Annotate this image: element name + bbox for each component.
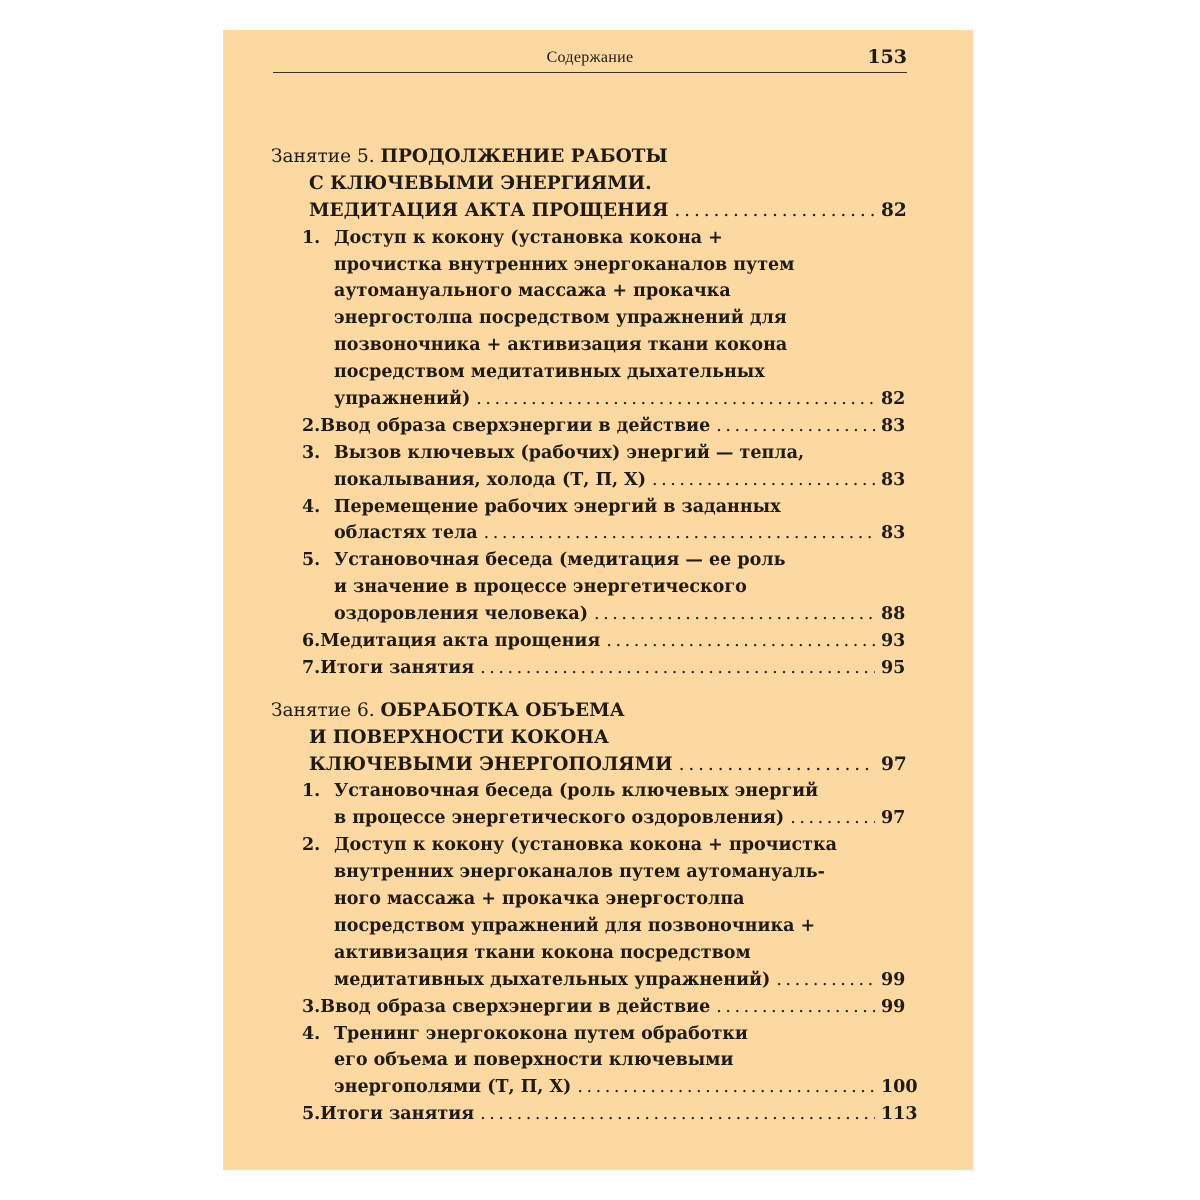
chapter-label: Занятие 5. [271, 146, 381, 167]
dot-leader [484, 520, 875, 547]
toc-item-line [271, 547, 905, 574]
item-text: Установочная беседа (роль ключевых энергий [334, 781, 819, 802]
item-text: энергополями (Т, П, Х) [334, 1077, 572, 1098]
item-text: и значение в процессе энергетического [334, 577, 747, 598]
item-text: медитативных дыхательных упражнений) [334, 969, 771, 990]
item-text: Медитация акта прощения [320, 631, 601, 652]
chapter-title-text: С КЛЮЧЕВЫМИ ЭНЕРГИЯМИ. [309, 172, 652, 194]
chapter-title-line [271, 698, 905, 725]
running-header-title: Содержание [546, 49, 634, 66]
toc-item [271, 1101, 918, 1128]
item-text: посредством упражнений для позвоночника + [334, 915, 816, 936]
item-text: Доступ к кокону (установка кокона + прочистка [334, 835, 837, 856]
toc-item-line [271, 805, 905, 832]
dot-leader [594, 601, 875, 628]
toc-page-number: 99 [881, 969, 906, 990]
toc-item [271, 628, 905, 655]
toc-page-number: 83 [881, 523, 906, 544]
item-text: Итоги занятия [320, 657, 475, 678]
toc-page-number: 88 [881, 604, 906, 625]
toc-item [271, 994, 905, 1021]
item-number: 1. [302, 227, 321, 248]
chapter-title-line [271, 198, 905, 225]
dot-leader [476, 386, 875, 413]
item-text: ного массажа + прокачка энергостолпа [334, 889, 745, 910]
toc-page-number: 97 [881, 808, 906, 829]
toc-page-number: 99 [881, 996, 906, 1017]
item-number: 1. [302, 781, 321, 802]
toc-item-line [271, 278, 905, 305]
toc-item-line [271, 520, 905, 547]
item-number: 5. [302, 1104, 321, 1125]
toc-page-number: 82 [881, 199, 907, 221]
dot-leader [776, 967, 875, 994]
toc-item [271, 225, 905, 413]
item-text: внутренних энергоканалов путем аутомануаль- [334, 862, 825, 883]
item-number: 4. [302, 496, 321, 517]
item-text: в процессе энергетического оздоровления) [334, 808, 785, 829]
item-text: Ввод образа сверхэнергии в действие [320, 996, 711, 1017]
item-text: активизация ткани кокона посредством [334, 942, 751, 963]
chapter-gap [271, 682, 905, 698]
toc-page-number: 95 [881, 657, 906, 678]
dot-leader [480, 1101, 875, 1128]
dot-leader [790, 805, 875, 832]
toc-item [271, 494, 905, 548]
item-number: 4. [302, 1023, 321, 1044]
toc-item-line [271, 832, 905, 859]
item-number: 2. [302, 415, 321, 436]
chapter-title-line [271, 752, 905, 779]
toc-chapter [271, 698, 918, 1128]
chapter-title-text: ПРОДОЛЖЕНИЕ РАБОТЫ [380, 146, 668, 167]
item-text: покалывания, холода (Т, П, Х) [334, 469, 647, 490]
toc-item-line [271, 225, 905, 252]
toc-item-line [271, 467, 905, 494]
toc-item-line [271, 1021, 905, 1048]
toc-item-line [271, 859, 905, 886]
chapter-title-line [271, 144, 905, 171]
page-number: 153 [867, 46, 907, 68]
toc-item-line [271, 440, 905, 467]
item-number: 3. [302, 996, 321, 1017]
chapter-title-line [271, 725, 905, 752]
toc-item-line [271, 886, 905, 913]
item-text: энергостолпа посредством упражнений для [334, 308, 787, 329]
item-number: 6. [302, 631, 321, 652]
toc-item [271, 655, 905, 682]
toc-item [271, 1021, 918, 1102]
running-header [273, 46, 907, 73]
item-text: прочистка внутренних энергоканалов путем [334, 254, 795, 275]
toc-item-line [271, 994, 905, 1021]
toc-item-line [271, 1101, 918, 1128]
toc-item-line [271, 913, 905, 940]
item-number: 7. [302, 657, 321, 678]
item-text: Доступ к кокону (установка кокона + [334, 227, 723, 248]
item-text: Вызов ключевых (рабочих) энергий — тепла, [334, 442, 805, 463]
toc-page-number: 83 [881, 469, 906, 490]
item-number: 2. [302, 835, 321, 856]
item-text: аутомануального массажа + прокачка [334, 281, 731, 302]
toc-page-number: 83 [881, 415, 906, 436]
toc-item-line [271, 655, 905, 682]
toc-item [271, 547, 905, 628]
toc-page-number: 100 [881, 1077, 918, 1098]
toc-item-line [271, 574, 905, 601]
toc-item-line [271, 386, 905, 413]
dot-leader [716, 413, 875, 440]
toc-item-line [271, 967, 905, 994]
chapter-title-text: КЛЮЧЕВЫМИ ЭНЕРГОПОЛЯМИ [309, 753, 673, 775]
dot-leader [480, 655, 875, 682]
item-text: посредством медитативных дыхательных [334, 362, 765, 383]
dot-leader [679, 752, 875, 779]
dot-leader [606, 628, 875, 655]
chapter-title-text: ОБРАБОТКА ОБЪЕМА [380, 699, 625, 721]
item-text: Перемещение рабочих энергий в заданных [334, 496, 781, 517]
item-text: Итоги занятия [320, 1104, 475, 1125]
toc-page-number: 82 [881, 389, 906, 410]
toc-page-number: 113 [881, 1104, 918, 1125]
toc-item-line [271, 1047, 905, 1074]
toc-item-line [271, 413, 905, 440]
chapter-label: Занятие 6. [271, 699, 381, 721]
item-number: 5. [302, 550, 321, 571]
item-text: его объема и поверхности ключевыми [334, 1050, 734, 1071]
toc-item-line [271, 305, 905, 332]
item-text: оздоровления человека) [334, 604, 589, 625]
toc-item-line [271, 252, 905, 279]
toc-item-line [271, 940, 905, 967]
toc-page-number: 93 [881, 631, 906, 652]
toc-item [271, 440, 905, 494]
toc-item-line [271, 628, 905, 655]
toc-item-line [271, 494, 905, 521]
item-text: Тренинг энергококона путем обработки [334, 1023, 748, 1044]
toc-item-line [271, 778, 905, 805]
dot-leader [652, 467, 875, 494]
item-number: 3. [302, 442, 321, 463]
table-of-contents [271, 144, 918, 1128]
dot-leader [674, 198, 875, 225]
item-text: позвоночника + активизация ткани кокона [334, 335, 788, 356]
toc-page-number: 97 [881, 753, 907, 775]
item-text: Установочная беседа (медитация — ее роль [334, 550, 786, 571]
item-text: областях тела [334, 523, 478, 544]
toc-item-line [271, 601, 905, 628]
item-text: Ввод образа сверхэнергии в действие [320, 415, 711, 436]
item-text: упражнений) [334, 389, 471, 410]
toc-item-line [271, 1074, 918, 1101]
book-page [223, 30, 973, 1170]
toc-item [271, 413, 905, 440]
toc-chapter [271, 144, 905, 682]
dot-leader [716, 994, 875, 1021]
dot-leader [577, 1074, 875, 1101]
toc-item-line [271, 332, 905, 359]
toc-item [271, 778, 905, 832]
toc-item-line [271, 359, 905, 386]
toc-item [271, 832, 905, 993]
chapter-title-text: МЕДИТАЦИЯ АКТА ПРОЩЕНИЯ [309, 199, 669, 221]
chapter-title-text: И ПОВЕРХНОСТИ КОКОНА [309, 726, 609, 748]
chapter-title-line [271, 171, 905, 198]
